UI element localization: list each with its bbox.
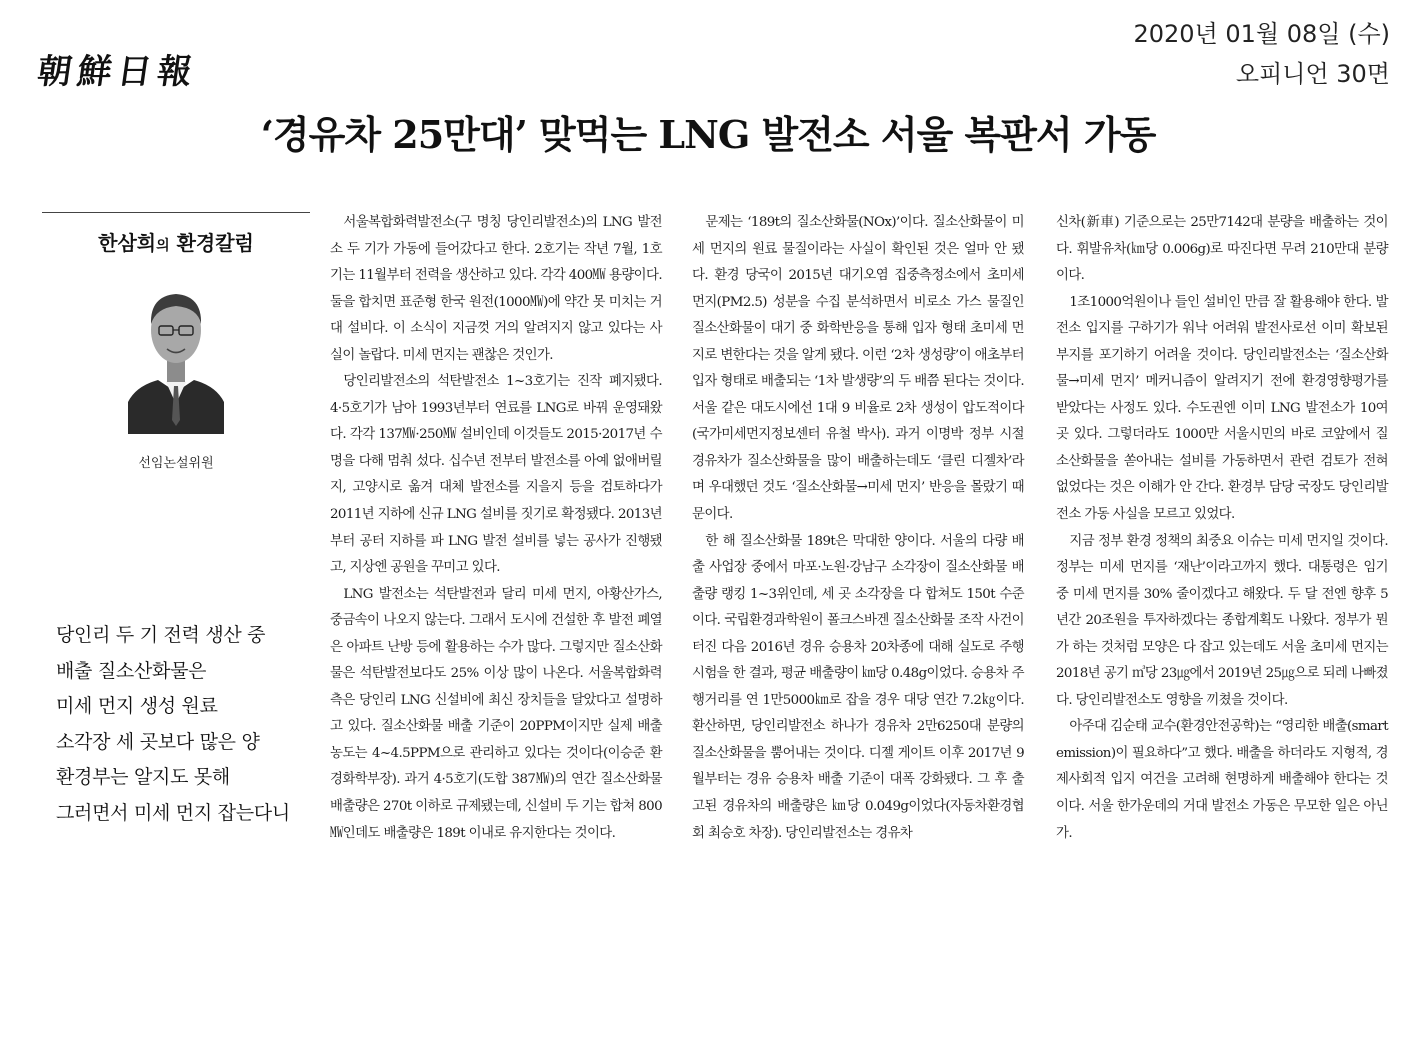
article-paragraph: 문제는 ‘189t의 질소산화물(NOx)’이다. 질소산화물이 미세 먼지의 원료 물질이라는 사실이 확인된 것은 얼마 안 됐다. 환경 당국이 2015년 대기오염 집중측정소에서 초미세 먼지(PM2.5) 성분을 수집 분석하면서 비로소 가스 물질인 질소산화물이 대기 중 화학반응을 통해 입자 형태 초미세 먼지로 변한다는 것을 알게 됐다. 이런 ‘2차 생성량’이 애초부터 입자 형태로 배출되는 ‘1차 발생량’의 두 배쯤 된다는 것이다. 서울 같은 대도시에선 1대 9 비율로 2차 생성이 압도적이다(국가미세먼지정보센터 유철 박사). 과거 이명박 정부 시절 경유차가 질소산화물을 많이 배출하는데도 ‘클린 디젤차’라며 우대했던 것도 ‘질소산화물→미세 먼지’ 반응을 몰랐기 때문이다. — [692, 215, 1024, 523]
author-portrait-icon — [128, 274, 224, 434]
article-paragraph: 신차(新車) 기준으로는 25만7142대 분량을 배출하는 것이다. 휘발유차(㎞당 0.006g)로 따진다면 무려 210만대 분량이다. — [1056, 215, 1388, 284]
columnist-name: 한삼희 — [98, 231, 157, 255]
article-paragraph: 한 해 질소산화물 189t은 막대한 양이다. 서울의 다량 배출 사업장 중에서 마포·노원·강남구 소각장이 질소산화물 배출량 랭킹 1~3위인데, 세 곳 소각장을 다 합쳐도 150t 수준이다. 국립환경과학원이 폴크스바겐 질소산화물 조작 사건이 터진 다음 2016년 경유 승용차 20차종에 대해 실도로 주행 시험을 한 결과, 평균 배출량이 ㎞당 0.48g이었다. 승용차 주행거리를 연 1만5000㎞로 잡을 경우 대당 연간 7.2㎏이다. 환산하면, 당인리발전소 하나가 경유차 2만6250대 분량의 질소산화물을 뿜어내는 것이다. 디젤 게이트 이후 2017년 9월부터는 경유 승용차 배출 기준이 대폭 강화됐다. 그 후 출고된 경유차의 배출량은 ㎞당 0.049g이었다(자동차환경협회 최승호 차장). 당인리발전소는 경유차 — [692, 533, 1024, 841]
article-headline: ‘경유차 25만대’ 맞먹는 LNG 발전소 서울 복판서 가동 — [260, 112, 1156, 157]
article-paragraph: 지금 정부 환경 정책의 최중요 이슈는 미세 먼지일 것이다. 정부는 미세 먼지를 ‘재난’이라고까지 했다. 대통령은 임기 중 미세 먼지를 30% 줄이겠다고 해왔다. 두 달 전엔 향후 5년간 20조원을 투자하겠다는 종합계획도 나왔다. 정부가 뭔가 하는 것처럼 모양은 다 잡고 있는데도 서울 초미세 먼지는 2018년 공기 ㎥당 23㎍에서 2019년 25㎍으로 되레 나빠졌다. 당인리발전소도 영향을 끼쳤을 것이다. — [1056, 533, 1388, 708]
pull-quote-line: 소각장 세 곳보다 많은 양 — [56, 730, 260, 753]
column-sidebar — [42, 212, 310, 471]
article-paragraph: 서울복합화력발전소(구 명칭 당인리발전소)의 LNG 발전소 두 기가 가동에 들어갔다고 한다. 2호기는 작년 7월, 1호기는 11월부터 전력을 생산하고 있다. 각각 400㎿ 용량이다. 둘을 합치면 표준형 한국 원전(1000㎿)에 약간 못 미치는 거대 설비다. 이 소식이 지금껏 거의 알려지지 않고 있다는 사실이 놀랍다. 미세 먼지는 괜찮은 것인가. — [330, 215, 663, 363]
article-paragraph: 당인리발전소의 석탄발전소 1~3호기는 진작 폐지됐다. 4·5호기가 남아 1993년부터 연료를 LNG로 바꿔 운영돼왔다. 각각 137㎿·250㎿ 설비인데 이것들도 2015·2017년 수명을 다해 멈춰 섰다. 십수년 전부터 발전소를 아예 없애버릴지, 고양시로 옮겨 대체 발전소를 지을지 등을 검토하다가 2011년 지하에 신규 LNG 설비를 짓기로 확정됐다. 2013년부터 공터 지하를 파 LNG 발전 설비를 넣는 공사가 진행됐고, 지상엔 공원을 꾸미고 있다. — [330, 374, 662, 576]
pull-quote-line: 배출 질소산화물은 — [56, 659, 207, 682]
author-role: 선임논설위원 — [138, 456, 214, 471]
column-title — [42, 227, 310, 256]
pull-quote-line: 그러면서 미세 먼지 잡는다니 — [56, 801, 290, 824]
pull-quote-line: 미세 먼지 생성 원료 — [56, 695, 218, 717]
pull-quote — [56, 618, 326, 831]
pull-quote-line: 당인리 두 기 전력 생산 중 — [56, 624, 266, 646]
article-paragraph: 아주대 김순태 교수(환경안전공학)는 “영리한 배출(smart emission)이 필요하다”고 했다. 배출을 하더라도 지형적, 경제사회적 입지 여건을 고려해 현명하게 배출해야 한다는 것이다. 서울 한가운데의 거대 발전소 가동은 무모한 일은 아닌가. — [1056, 719, 1388, 841]
article-column-1 — [330, 210, 662, 847]
column-series-title: 환경칼럼 — [169, 231, 254, 255]
pull-quote-line: 환경부는 알지도 못해 — [56, 766, 230, 788]
article-paragraph: LNG 발전소는 석탄발전과 달리 미세 먼지, 아황산가스, 중금속이 나오지 않는다. 그래서 도시에 건설한 후 발전 폐열은 아파트 난방 등에 활용하는 수가 많다. 그렇지만 질소산화물은 석탄발전보다도 25% 이상 많이 나온다. 서울복합화력 측은 당인리 LNG 신설비에 최신 장치들을 달았다고 설명하고 있다. 질소산화물 배출 기준이 20PPM이지만 실제 배출 농도는 4~4.5PPM으로 관리하고 있다는 것이다(이승준 환경화학부장). 과거 4·5호기(도합 387㎿)의 연간 질소산화물 배출량은 270t 이하로 규제됐는데, 신설비 두 기는 합쳐 800㎿인데도 배출량은 189t 이내로 유지한다는 것이다. — [330, 586, 662, 841]
columnist-name-suffix: 의 — [156, 238, 170, 254]
publication-date: 2020년 01월 08일 (수) — [1133, 20, 1390, 48]
dateline — [1133, 14, 1390, 94]
article-column-3 — [1056, 210, 1388, 847]
author-portrait — [128, 274, 224, 434]
article-column-2 — [692, 210, 1024, 847]
article-paragraph: 1조1000억원이나 들인 설비인 만큼 잘 활용해야 한다. 발전소 입지를 구하기가 워낙 어려워 발전사로선 이미 확보된 부지를 포기하기 어려울 것이다. 당인리발전소는 ‘질소산화물→미세 먼지’ 메커니즘이 알려지기 전에 환경영향평가를 받았다는 사정도 있다. 수도권엔 이미 LNG 발전소가 10여곳 있다. 그렇더라도 1000만 서울시민의 바로 코앞에서 질소산화물을 쏟아내는 설비를 가동하면서 관련 검토가 전혀 없었다는 것은 이해가 안 간다. 환경부 담당 국장도 당인리발전소 가동 사실을 모르고 있었다. — [1056, 294, 1388, 523]
newspaper-masthead: 朝鮮日報 — [34, 52, 201, 92]
page-section: 오피니언 30면 — [1235, 60, 1390, 88]
